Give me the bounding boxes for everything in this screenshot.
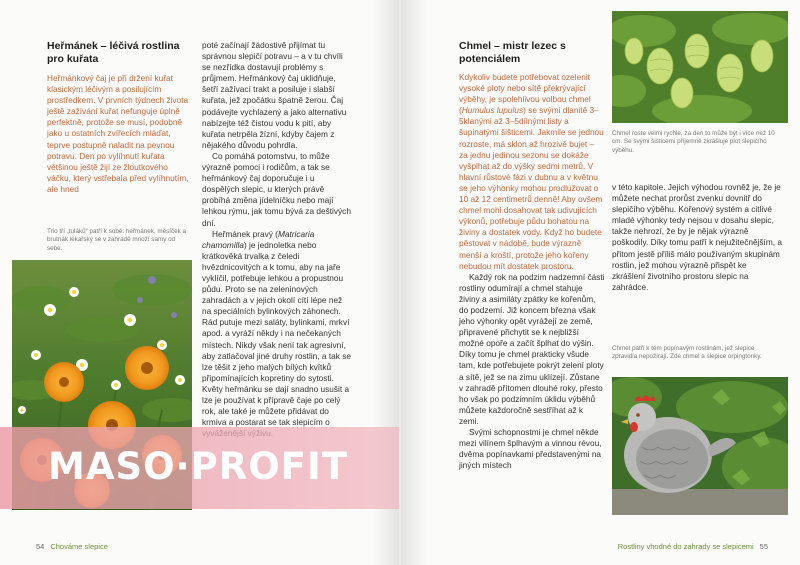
text-run: ) se svými dlanitě 3–5klanými až 3–5dílnými listy a šupinatými šišticemi. Jakmile se jednou rozroste, má sklon až hrozivě bujet – za jednu jedinou sezonu se dokáže vyšplhat až do výšky sedmi metrů. V hlavní růstové fázi v dubnu a v květnu se jeho výhonky mohou prodlužovat o 10 až 12 centimetrů denně! Aby ovšem chmel mohl dosahovat tak udivujících výkonů, potřebuje půdu bohatou na živiny a dostatek vody. Když ho budete pěstovat v nádobě, bude výrazně menší a kroští, protože jeho kořeny nebudou mít dostatek prostoru. — [459, 105, 604, 271]
right-col1-p3: Svými schopnostmi je chmel někde mezi vilínem šplhavým a vinnou révou, dvěma popínavkami představenými na jiných místech — [459, 427, 602, 471]
right-col1-p1 — [459, 72, 605, 272]
text-run: Heřmánek pravý ( — [212, 228, 278, 239]
latin-name: Humulus lupulus — [461, 105, 524, 116]
left-col2-p3 — [202, 229, 352, 440]
page-number: 54 — [36, 542, 45, 551]
right-heading: Chmel – mistr lezec s potenciálem — [459, 40, 566, 65]
watermark-banner — [0, 427, 399, 509]
footer-title: Rostliny vhodné do zahrady se slepicemi — [617, 542, 754, 551]
hops-illustration — [612, 11, 788, 123]
left-column-1 — [47, 73, 193, 195]
left-footer — [30, 542, 108, 551]
watermark-text: MASO·PROFIT — [48, 445, 348, 488]
gutter-shadow — [401, 0, 427, 565]
text-run: ) je jednoletka nebo krátkověká trvalka z čeledi hvězdnicovitých a k tomu, aby na jaře vyklíčil, potřebuje lehkou a propustnou půdu. Proto se na zeleninových zahradách a v jejich okolí cítí lépe než na speciálních bylinkových záhonech. Rád putuje mezi saláty, bylinkami, mrkví apod. a vyráží někdy i na nečekaných místech. Nikdy však není tak agresivní, aby zatlačoval jiné druhy rostlin, a tak se lze těšit z jeho malých bílých kvítků připomínajících kopretiny do sytosti. Květy heřmánku se dají snadno usušit a lze je používat k přípravě čaje po celý rok, ale také je můžete přidávat do krmiva a postarat se tak slepicím o — [202, 239, 351, 428]
right-col2-text: v této kapitole. Jejich výhodou rovněž je, že je můžete nechat prorůst zvenku dovnitř do slepičího výběhu. Kořenový systém a citlivé mladé výhonky tedy nejsou v dosahu slepic, takže nehrozí, že by je nějak výrazně poškodily. Díky tomu patří k nejužitečnějším, a přitom jestě příliš málo používaným skupinám rostlin, jež mohou výrazně přispět ke zkrášlení životního prostoru slepic na zahrádce. — [612, 182, 783, 292]
hen-photo — [612, 377, 788, 515]
left-col2-p1: poté začínají žádostivě přijímat tu správnou slepičí potravu – a v tu chvíli se nezřídka dostavují problémy s průjmem. Heřmánkový čaj uklidňuje, šetří zažívací trakt a posiluje i slabší kuřata, jež zpočátku špatně žerou. Čaj podávejte vychlazený a jako alternativu nabízejte též čistou vodu k pití, aby kuřata netrpěla žízní, kdyby čajem z nějakého důvodu pohrdla. — [202, 40, 347, 150]
right-col1-p2: Každý rok na podzim nadzemní části rostliny odumírají a chmel stahuje živiny a asimiláty zpátky ke kořenům, do podzemí. Již koncem března však jeho výhonky opět vyrážejí ze země, připravené přichytit se k nejbližší možné opoře a začít šplhat do výšin. Díky tomu je chmel prakticky všude tam, kde potřebujete pokrýt zelení ploty a sítě, jež se na zimu uklízejí. Zůstane v zahradě přítomen dlouhé roky, přesto ho však po podzimním úklidu výběhů můžete každoročně sestříhat až k zemi. — [459, 271, 605, 426]
hen-illustration — [612, 377, 788, 515]
right-page — [401, 0, 800, 565]
left-column-2 — [202, 40, 352, 439]
hen-photo-caption: Chmel patří k těm popínavým rostlinám, jež slepice zpravidla nepožírají. Zde chmel a slepice orpingtonky. — [612, 345, 762, 361]
right-column-1 — [459, 72, 605, 471]
left-page — [0, 0, 399, 565]
left-heading: Heřmánek – léčivá rostlina pro kuřata — [47, 40, 180, 65]
hops-photo — [612, 11, 788, 123]
right-column-2 — [612, 182, 782, 293]
left-col1-text: Heřmánkový čaj je při držení kuřat klasickým léčivým a posilujícím prostředkem. V prvních týdnech života ještě zažívání kuřat nefunguje úplně perfektně, protože se musí, podobně jako u ostatních zvířecích mláďat, teprve postupně naladit na pevnou potravu. Den po vylíhnutí kuřata většinou ještě žijí ze žloutkového váčku, který vstřebala před vylíhnutím, ale hned — [47, 73, 189, 194]
page-number: 55 — [759, 542, 768, 551]
footer-title: Chováme slepice — [50, 542, 108, 551]
left-col2-p2: Co pomáhá potomstvu, to může výrazně pomoci i rodičům, a tak se heřmánkový čaj doporučuje i u dospělých slepic, u kterých právě probíhá změna jídelníčku nebo mají lehkou rýmu, jak tomu bývá za deštivých dní. — [202, 150, 351, 228]
left-photo-caption: Trio tří „tuláků“ patří k sobě: heřmánek, měsíček a brutnák lékařský se v zahradě množí samy od sebe. — [47, 228, 187, 252]
right-footer — [618, 542, 774, 551]
text-run: Kdykoliv budete potřebovat ozelenit vysoké ploty nebo sítě překrývající výběhy, je spolehlivou volbou chmel ( — [459, 72, 591, 116]
hops-photo-caption: Chmel roste velmi rychle, za den to může být i více než 10 cm. Se svými šišticemi příjemně zkrášluje plot slepičího výběhu. — [612, 130, 775, 154]
latin-name: Matricaria chamomilla — [202, 228, 315, 250]
